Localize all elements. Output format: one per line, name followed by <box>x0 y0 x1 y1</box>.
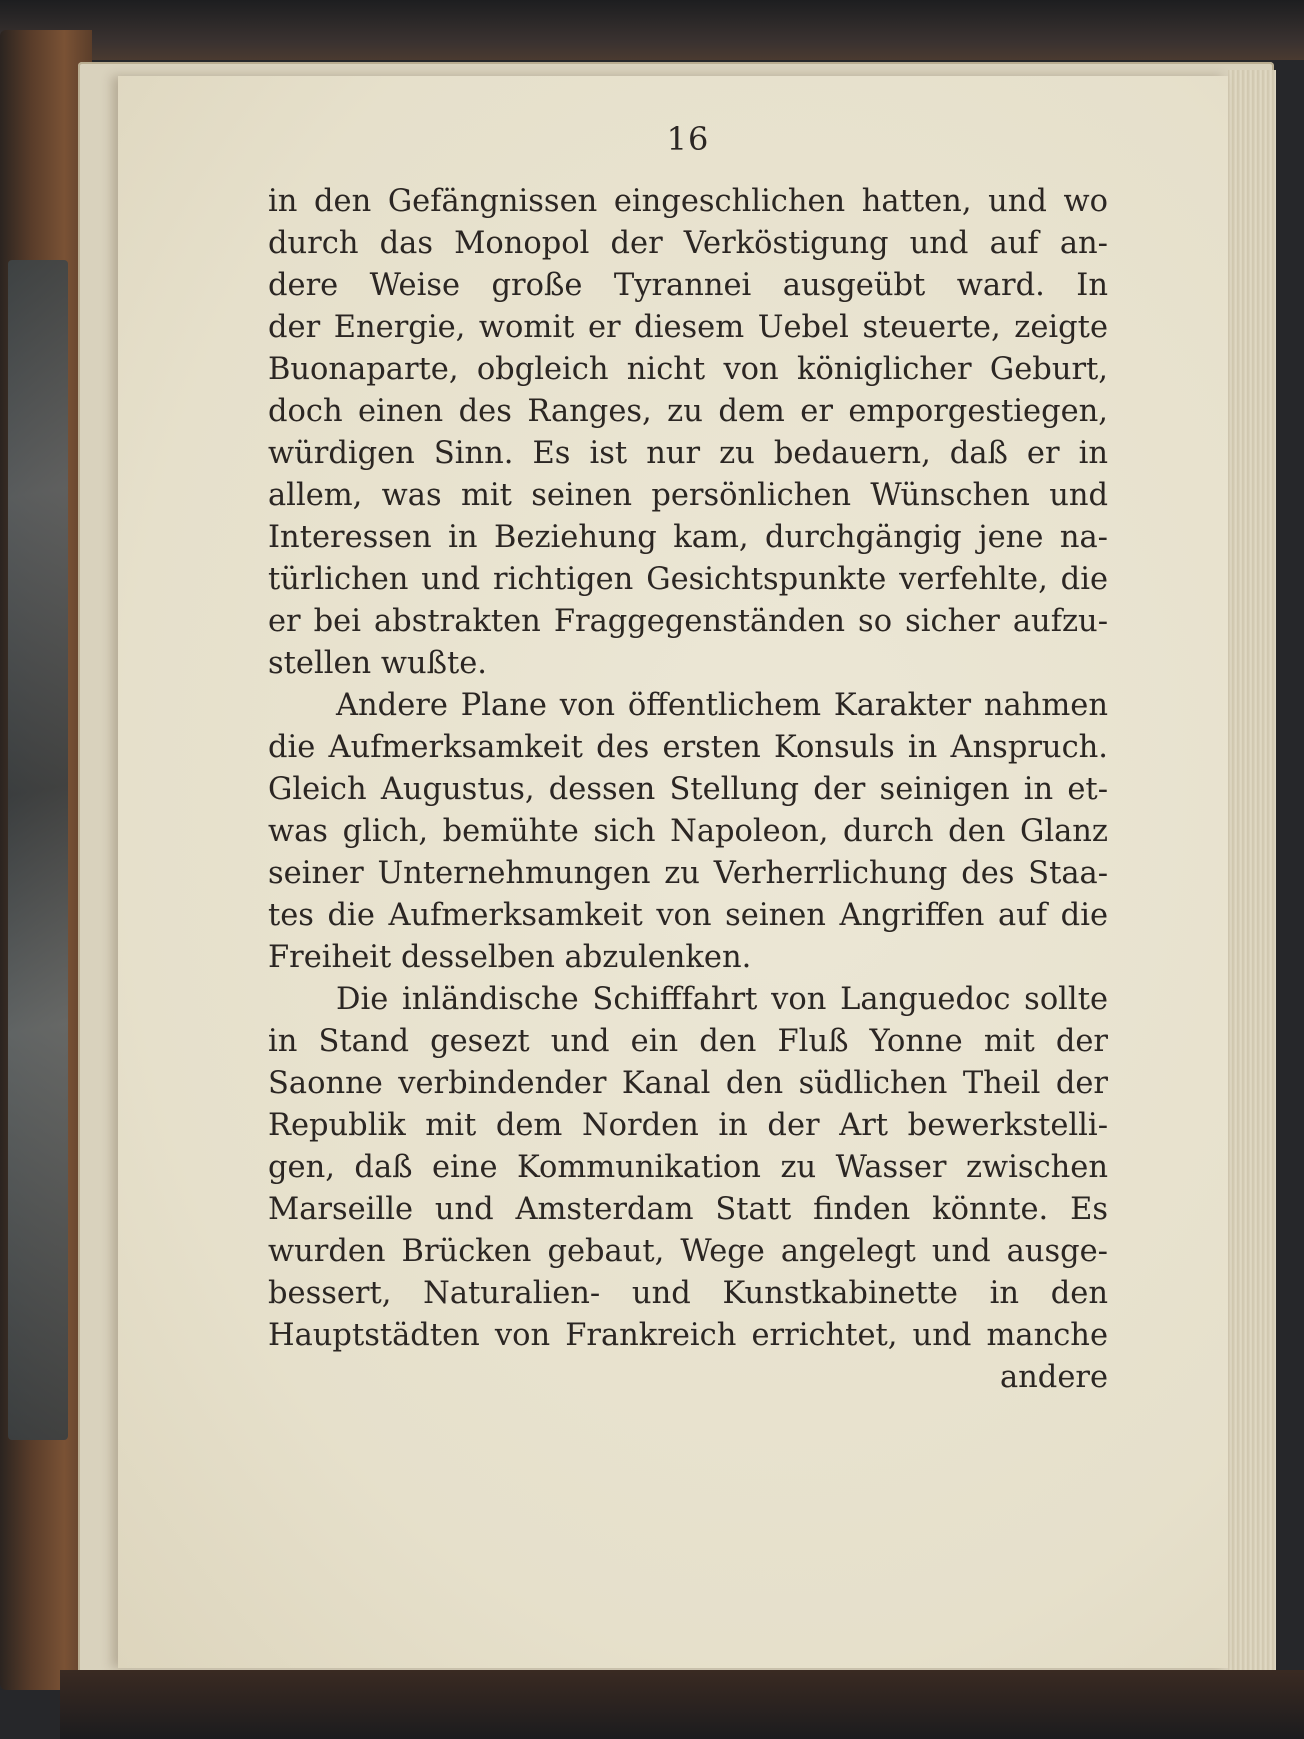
text-line: allem, was mit seinen persönlichen Wünschen und <box>268 478 1108 513</box>
text-line: Saonne verbindender Kanal den südlichen Theil der <box>268 1066 1108 1101</box>
text-line: doch einen des Ranges, zu dem er emporgestiegen, <box>268 394 1108 429</box>
page-stack-right <box>1228 70 1276 1670</box>
text-line: durch das Monopol der Verköstigung und auf an- <box>268 226 1108 261</box>
text-line: wurden Brücken gebaut, Wege angelegt und ausge- <box>268 1234 1108 1269</box>
text-line: gen, daß eine Kommunikation zu Wasser zwischen <box>268 1150 1108 1185</box>
text-line: in den Gefängnissen eingeschlichen hatten, und wo <box>268 184 1108 219</box>
catchword: andere <box>999 1360 1108 1395</box>
paragraph-start-line: Die inländische Schifffahrt von Languedoc sollte <box>336 982 1108 1017</box>
text-line: bessert, Naturalien- und Kunstkabinette in den <box>268 1276 1108 1311</box>
binding-top <box>0 0 1304 60</box>
text-line: Freiheit desselben abzulenken. <box>268 940 752 975</box>
text-line: türlichen und richtigen Gesichtspunkte verfehlte, die <box>268 562 1108 597</box>
text-line: die Aufmerksamkeit des ersten Konsuls in Anspruch. <box>268 730 1108 765</box>
text-line: tes die Aufmerksamkeit von seinen Angriffen auf die <box>268 898 1108 933</box>
binding-bottom <box>60 1670 1304 1739</box>
text-line: Hauptstädten von Frankreich errichtet, und manche <box>268 1318 1108 1353</box>
text-line: Interessen in Beziehung kam, durchgängig jene na- <box>268 520 1108 555</box>
text-line: Marseille und Amsterdam Statt finden könnte. Es <box>268 1192 1108 1227</box>
text-line: Gleich Augustus, dessen Stellung der seinigen in et- <box>268 772 1108 807</box>
marbled-cover <box>8 260 68 1440</box>
text-line: Republik mit dem Norden in der Art bewerkstelli- <box>268 1108 1108 1143</box>
text-line: seiner Unternehmungen zu Verherrlichung des Staa- <box>268 856 1108 891</box>
text-line: würdigen Sinn. Es ist nur zu bedauern, daß er in <box>268 436 1108 471</box>
paragraph-start-line: Andere Plane von öffentlichem Karakter nahmen <box>336 688 1108 723</box>
text-line: in Stand gesezt und ein den Fluß Yonne mit der <box>268 1024 1108 1059</box>
text-line: stellen wußte. <box>268 646 487 681</box>
text-line: der Energie, womit er diesem Uebel steuerte, zeigte <box>268 310 1108 345</box>
text-line: Buonaparte, obgleich nicht von königlicher Geburt, <box>268 352 1108 387</box>
text-line: was glich, bemühte sich Napoleon, durch den Glanz <box>268 814 1108 849</box>
page-number: 16 <box>666 120 710 158</box>
text-line: er bei abstrakten Fraggegenständen so sicher aufzu- <box>268 604 1108 639</box>
text-line: dere Weise große Tyrannei ausgeübt ward. In <box>268 268 1108 303</box>
